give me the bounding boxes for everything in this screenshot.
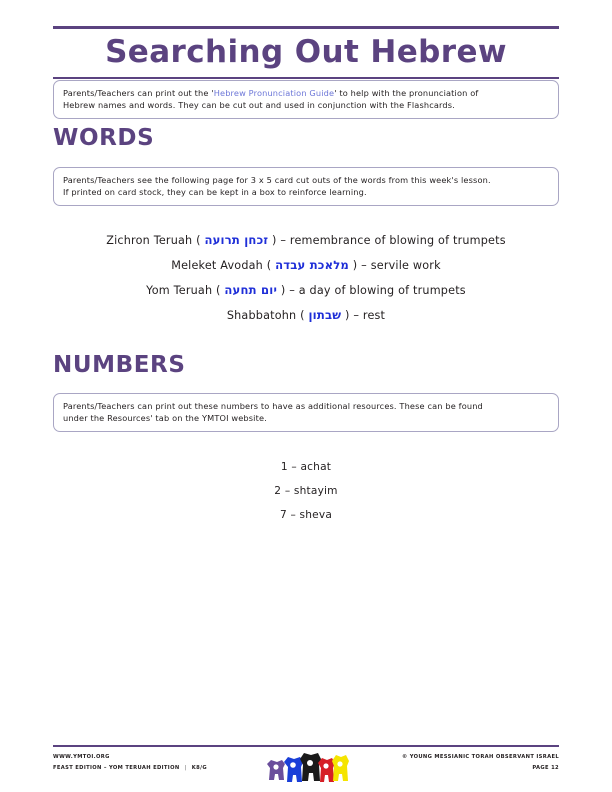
number-name: sheva — [299, 509, 333, 521]
hebrew-pronunciation-guide-link[interactable]: Hebrew Pronunciation Guide — [213, 88, 335, 98]
word-entry — [53, 253, 559, 278]
logo-figure-blue — [284, 757, 303, 782]
number-dash: – — [291, 461, 297, 473]
intro-text-before-link: Parents/Teachers can print out the ' — [63, 88, 214, 98]
section-heading-numbers: NUMBERS — [53, 352, 186, 378]
intro-callout-box — [53, 80, 559, 119]
number-dash: – — [290, 509, 296, 521]
number-dash: – — [284, 485, 291, 497]
number-numeral: 7 — [279, 509, 287, 521]
word-transliteration: Yom Teruah — [146, 284, 213, 297]
word-transliteration: Meleket Avodah — [171, 259, 263, 272]
open-paren: ( — [266, 259, 272, 272]
number-numeral: 1 — [280, 461, 288, 473]
intro-callout-line-1 — [63, 87, 549, 99]
close-paren: ) — [344, 309, 350, 322]
logo-figure-yellow — [332, 755, 349, 781]
number-entry — [53, 503, 559, 527]
word-hebrew: שבתון — [308, 308, 342, 322]
numbers-callout-line-2: under the Resources' tab on the YMTOI website. — [63, 413, 267, 424]
number-entry — [53, 455, 559, 479]
close-paren: ) — [280, 284, 286, 297]
word-dash: – — [361, 259, 367, 272]
word-dash: – — [353, 309, 360, 322]
number-numeral: 2 — [274, 485, 282, 497]
logo-figure-purple — [267, 760, 285, 780]
word-meaning: rest — [362, 309, 386, 322]
footer-edition-line — [53, 763, 207, 774]
intro-callout-line-2: Hebrew names and words. They can be cut out and used in conjunction with the Flashcards. — [63, 100, 455, 111]
hebrew-number-list — [53, 455, 559, 527]
footer-grade: K8/G — [191, 765, 207, 771]
word-hebrew: מלאכת עבדה — [275, 258, 350, 272]
numbers-callout-line-1: Parents/Teachers can print out these numbers to have as additional resources. These can be found — [63, 401, 483, 411]
word-transliteration: Zichron Teruah — [106, 234, 193, 247]
open-paren: ( — [196, 234, 201, 247]
word-meaning: remembrance of blowing of trumpets — [289, 234, 506, 247]
footer-website[interactable]: WWW.YMTOI.ORG — [53, 754, 110, 760]
words-callout-line-2: If printed on card stock, they can be kept in a box to reinforce learning. — [63, 187, 367, 198]
page-title: Searching Out Hebrew — [105, 34, 507, 70]
ymtoi-logo-icon — [263, 750, 349, 788]
footer-left-block — [53, 752, 207, 774]
word-hebrew: יום תחעה — [224, 283, 278, 297]
footer-separator: | — [184, 765, 187, 771]
logo-figure-black — [300, 753, 321, 781]
footer-copyright: © YOUNG MESSIANIC TORAH OBSERVANT ISRAEL — [402, 754, 559, 760]
words-callout-line-1: Parents/Teachers see the following page for 3 x 5 card cut outs of the words from this week's lesson. — [63, 175, 491, 185]
word-hebrew: זכחן תרועה — [204, 233, 269, 247]
word-entry — [53, 228, 559, 253]
words-callout-box — [53, 167, 559, 206]
title-rule-bottom — [53, 77, 559, 79]
numbers-callout-box — [53, 393, 559, 432]
word-entry — [53, 278, 559, 303]
number-entry — [53, 479, 559, 503]
word-meaning: a day of blowing of trumpets — [298, 284, 466, 297]
hebrew-word-list — [53, 228, 559, 328]
section-heading-words: WORDS — [53, 125, 155, 151]
open-paren: ( — [216, 284, 221, 297]
title-block — [53, 26, 559, 79]
word-meaning: servile work — [370, 259, 441, 272]
word-dash: – — [289, 284, 295, 297]
footer-page-number: PAGE 12 — [532, 765, 559, 771]
close-paren: ) — [271, 234, 277, 247]
open-paren: ( — [300, 309, 305, 322]
word-transliteration: Shabbatohn — [226, 309, 297, 322]
footer-rule — [53, 745, 559, 747]
close-paren: ) — [352, 259, 358, 272]
word-entry — [53, 303, 559, 328]
number-name: shtayim — [293, 485, 338, 497]
footer-edition: FEAST EDITION – YOM TERUAH EDITION — [53, 765, 180, 771]
footer-right-block — [402, 752, 559, 774]
intro-text-after-link: ' to help with the pronunciation of — [334, 88, 479, 98]
number-name: achat — [300, 461, 332, 473]
word-dash: – — [280, 234, 287, 247]
